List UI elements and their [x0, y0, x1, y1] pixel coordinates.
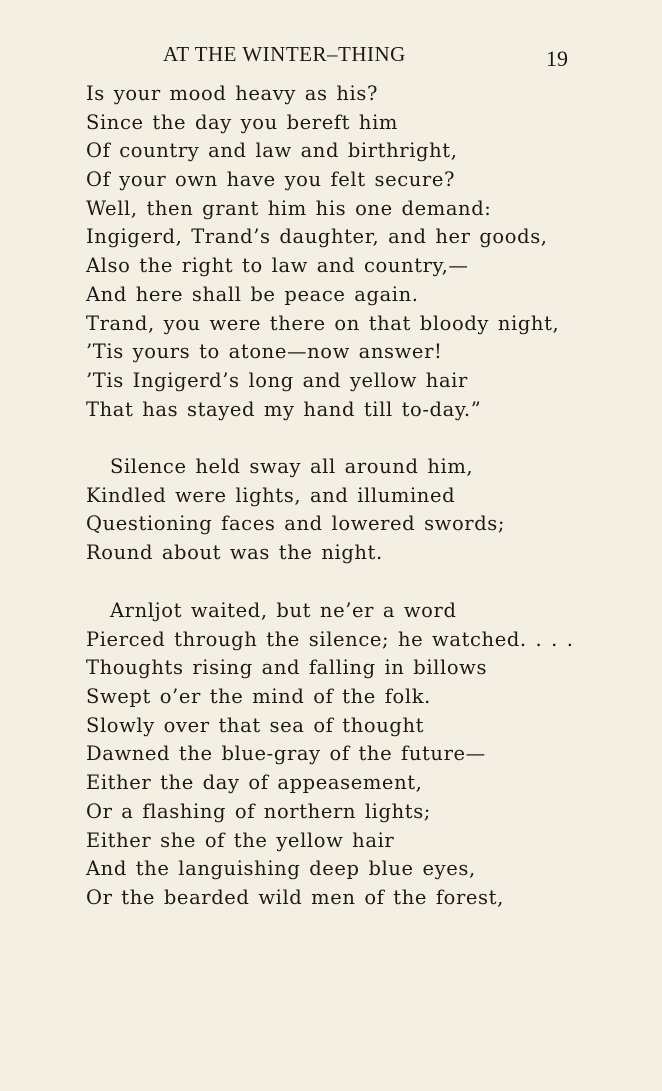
running-head	[0, 40, 662, 70]
verse-line: Slowly over that sea of thought	[86, 713, 425, 737]
verse-line: Or the bearded wild men of the forest,	[86, 885, 504, 909]
running-title: AT THE WINTER–THING	[163, 42, 406, 66]
verse-line: Also the right to law and country,—	[86, 254, 469, 278]
verse-line: ’Tis yours to atone—now answer!	[86, 340, 443, 364]
verse-line: Or a flashing of northern lights;	[86, 799, 431, 823]
verse-line: Either she of the yellow hair	[86, 828, 395, 852]
verse-line: Swept o’er the mind of the folk.	[86, 685, 431, 709]
verse-line: Silence held sway all around him,	[110, 455, 474, 478]
verse-line: And here shall be peace again.	[86, 282, 419, 306]
stanza-2	[86, 453, 646, 568]
verse-line: And the languishing deep blue eyes,	[86, 857, 476, 881]
verse-line: Thoughts rising and falling in billows	[86, 656, 488, 680]
page-number: 19	[546, 46, 568, 71]
verse-line: ’Tis Ingigerd’s long and yellow hair	[86, 368, 468, 392]
verse-line: Ingigerd, Trand’s daughter, and her goods,	[86, 225, 548, 249]
verse-line: Since the day you bereft him	[86, 110, 399, 134]
verse-line: Of your own have you felt secure?	[86, 168, 456, 192]
verse-line: Kindled were lights, and illumined	[86, 483, 456, 507]
verse-line: Arnljot waited, but ne’er a word	[110, 599, 457, 622]
verse-line: Trand, you were there on that bloody night,	[86, 311, 560, 335]
stanza-1	[86, 80, 646, 424]
stanza-3	[86, 597, 646, 913]
verse-line: That has stayed my hand till to-day.”	[86, 397, 482, 421]
verse-line: Round about was the night.	[86, 541, 383, 565]
verse-line: Well, then grant him his one demand:	[86, 196, 492, 220]
verse-line: Pierced through the silence; he watched. . . .	[86, 627, 574, 651]
verse-line: Either the day of appeasement,	[86, 771, 423, 795]
verse-line: Questioning faces and lowered swords;	[86, 512, 506, 536]
verse-line: Of country and law and birthright,	[86, 139, 458, 163]
verse-line: Is your mood heavy as his?	[86, 82, 379, 105]
verse-line: Dawned the blue-gray of the future—	[86, 742, 486, 766]
